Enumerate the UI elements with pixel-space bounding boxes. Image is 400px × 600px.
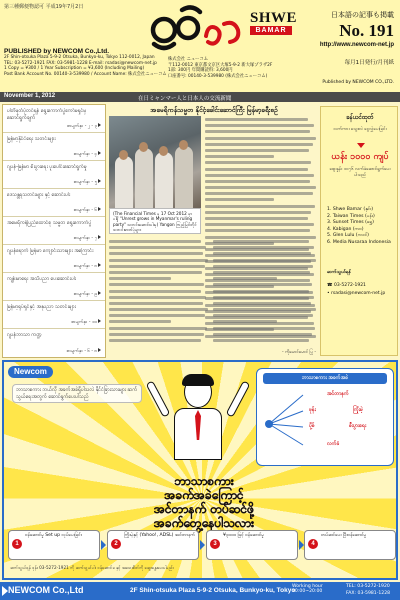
footer-hours	[292, 584, 323, 594]
ad-tagline: ဘာသာစကား ဘယ်လို အခက်အခဲရှိပါသလဲ နိုင်ငံခြားသားများ ဆက်သွယ်ရေးအတွက် ဆောင်ရွက်ပေးပါသည်	[12, 384, 142, 403]
ad-service-item: လက်ခံ	[327, 441, 340, 447]
toc-item[interactable]	[3, 105, 105, 133]
arrow-right-icon	[98, 319, 101, 323]
article-text-line	[213, 296, 314, 299]
shop-item: 4. Kabigan (ကဗ)	[327, 226, 364, 232]
publisher-line: 1 Copy = ¥300 / 1 Year Subscription = ¥3,600 (Including Mailing)	[4, 66, 145, 72]
article-text-line	[109, 314, 205, 317]
jp-company-line: 口座番号: 00140-3-539980 (株式会社ニューコム)	[168, 73, 268, 79]
footer-hours-label: Working hour	[292, 584, 323, 589]
arrow-right-icon	[98, 235, 101, 239]
toc-item[interactable]	[3, 133, 105, 161]
toc-item-title: ဂျပန်-မြန်မာ စီးပွားရေး ပူးပေါင်းဆောင်ရွက်မှု	[7, 164, 87, 170]
ad-steps	[8, 530, 396, 560]
toc-item-page	[67, 348, 101, 355]
article-text-line	[109, 265, 205, 268]
toc-item-title: အမေရိကန်ပြည်ထောင်စု သမ္မတ ရွေးကောက်ပွဲ	[7, 220, 92, 226]
arrow-right-icon	[200, 540, 205, 550]
toc-item-page	[74, 179, 101, 186]
arrow-right-icon	[98, 151, 101, 155]
contact-label: ဆက်သွယ်ရန်	[327, 270, 351, 275]
toc-page-label: စာမျက်နှာ - ၄	[73, 152, 97, 157]
arrow-right-icon	[98, 207, 101, 211]
article-text-line	[205, 205, 315, 208]
footer-hours-value: 10:00~20:00	[292, 589, 323, 594]
step-number-badge: 2	[111, 539, 121, 549]
article-text-line	[109, 290, 201, 293]
jp-company-block	[168, 57, 308, 79]
toc-page-label: စာမျက်နှာ - ၉	[73, 292, 97, 297]
article-text-line	[109, 333, 204, 336]
ad-headline-line: အခက်တွေ့နေပါသလား	[153, 516, 255, 530]
table-of-contents	[2, 104, 106, 358]
article-text-line	[213, 283, 312, 286]
article-text-line	[213, 327, 315, 330]
article-text-line	[205, 149, 309, 152]
ad-step-4	[304, 530, 396, 560]
article-text-line	[109, 259, 208, 262]
article-text-line	[205, 130, 310, 133]
toc-item-page	[67, 123, 101, 130]
ad-service-item: စီးပွားရေး	[349, 423, 367, 429]
article-text-line	[213, 302, 311, 305]
article-text-line	[205, 168, 308, 171]
article-text-line	[109, 283, 204, 286]
shop-item: 3. Sunset Times (ရွှေ)	[327, 220, 374, 226]
toc-page-label: စာမျက်နှာ - ၈	[73, 264, 97, 269]
shop-item: 1. Shwe Bamar (နှင်း)	[327, 207, 373, 212]
article-text-line	[213, 339, 309, 342]
article-text-line	[109, 302, 203, 305]
footer-bar	[0, 582, 400, 600]
article-text-line	[205, 217, 308, 220]
masthead	[0, 0, 400, 92]
footer-contact	[346, 584, 390, 597]
article-text-line	[213, 320, 277, 323]
toc-page-label: စာမျက်နှာ - ၅	[73, 180, 97, 185]
ad-step-3	[206, 530, 298, 560]
article-text-line	[213, 271, 310, 274]
article-text-line	[205, 174, 314, 177]
ad-service-item: ပို့စ်	[309, 423, 315, 429]
toc-item-title: ဂျပန်ဘာသာ ကဏ္ဍ	[7, 332, 42, 338]
toc-item[interactable]	[3, 329, 105, 357]
toc-item[interactable]	[3, 301, 105, 329]
article-text-line	[205, 192, 313, 195]
toc-page-label: စာမျက်နှာ - ၆ - ၈	[66, 349, 97, 354]
ad-services-heading: ဘာသာစကား အခက်အခဲ	[263, 373, 387, 384]
issue-date: November 1, 2012	[4, 93, 56, 99]
site-url-link[interactable]: http://www.newcom-net.jp	[319, 42, 394, 48]
article-body-bottom-right	[213, 240, 317, 345]
article-text-line	[205, 180, 310, 183]
arrow-right-icon	[98, 123, 101, 127]
service-branch-lines	[263, 389, 309, 459]
ad-service-item: အင်တာနက်	[327, 391, 349, 397]
shop-item: 6. Media Nusaraa Indonesia	[327, 239, 391, 245]
article-text-line	[109, 308, 208, 311]
publisher-line: TEL: 03-5272-1921 FAX: 03-5981-1228 E-mail: rsadasi@newcom-net.jp	[4, 60, 157, 66]
toc-item-page	[74, 207, 101, 214]
money-transfer-box	[320, 106, 398, 356]
article-text-line	[213, 259, 316, 262]
contact-phone: ☎ 03-5272-1921	[327, 283, 366, 288]
toc-page-label: စာမျက်နှာ - ၂ - ၃	[67, 124, 97, 129]
article-text-line	[205, 186, 316, 189]
jp-subtitle: 日本語の記事も掲載	[331, 11, 394, 19]
article-text-line	[205, 229, 310, 232]
logo-bamar: BAMAR	[250, 26, 292, 35]
footer-tel: TEL: 03-5272-1920	[346, 584, 390, 589]
toc-item-page	[74, 151, 101, 158]
date-bar	[0, 92, 400, 102]
article-body-bottom-left	[109, 240, 209, 345]
contact-email-link[interactable]: • rsadasi@newcom-net.jp	[327, 291, 386, 296]
toc-item-title: ပါတီမှတ်ပုံတင်ရန် ရွေးကောက်ပွဲကော်မရှင်မှ ဆောင်ရွက်ချက်	[7, 108, 87, 121]
toc-item-title: ဒေသန္တရသတင်းများ နှင့် ဆောင်းပါး	[7, 192, 71, 198]
article-text-line	[205, 137, 316, 140]
exchange-subtitle: လက်ကား သွေးလဲ ငွေလွှဲပေးခြင်း	[333, 127, 387, 132]
publisher-line: 2F Shin-otsuka Plaza 5-9-2 Otsuka, Bunkyo-ku, Tokyo 112-0012, Japan	[4, 55, 155, 60]
date-bar-tagline: 在日ミャンマー人と日本人の交流新聞	[138, 95, 232, 102]
issue-number: No. 191	[339, 21, 394, 40]
toc-item-title: မြန်မာ့နိုင်ငံရေး သတင်းများ	[7, 136, 56, 142]
main-headline: အမေရိကန်သမ္မတ နိုင်ငံ့ခေါင်းဆောင်ကြီး မြန်မာ့ခရီးစဉ်	[150, 106, 278, 114]
news-photo	[109, 116, 201, 208]
jp-company-line: 株式会社 ニューコム	[168, 57, 209, 62]
article-text-line	[213, 277, 277, 280]
ad-headline-line: အခက်အခဲကြောင့်	[164, 488, 244, 502]
article-text-line	[109, 327, 207, 330]
article-text-line	[205, 124, 314, 127]
article-text-line	[109, 246, 206, 249]
published-by: PUBLISHED by NEWCOM Co.,Ltd.	[4, 48, 110, 55]
ad-step-1	[8, 530, 100, 560]
article-text-line	[109, 339, 201, 342]
toc-item-title: ဂျပန်ရောက် မြန်မာ ကျောင်းသားများ အကြောင်း	[7, 248, 94, 254]
article-text-line	[109, 252, 203, 255]
toc-item-page	[71, 319, 101, 326]
article-text-line	[205, 161, 311, 164]
step-text: တပ်ဆင်ပေး ပြီးဝန်ဆောင်မှု	[321, 533, 367, 538]
article-text-line	[205, 143, 313, 146]
step-number-badge: 4	[308, 539, 318, 549]
article-text-line	[213, 314, 313, 317]
step-text: ¥၃၀၀၀ ဖြင့် ဝန်ဆောင်မှု	[223, 533, 264, 538]
article-text-line	[205, 211, 311, 214]
article-text-line	[205, 236, 316, 239]
registration-note: 第三種郵便物認可 平成19年7月2日	[4, 4, 84, 10]
footer-address: 2F Shin-otsuka Plaza 5-9-2 Otsuka, Bunkyo-ku, Tokyo	[130, 587, 296, 594]
step-text: ဝန်ဆောင်မှု Set up လုပ်ပေးခြင်း	[25, 533, 82, 538]
article-text-line	[109, 320, 171, 323]
jp-company-line: 〒112-0012 東京都文京区大塚5-9-2 新大塚プラザ2F	[168, 62, 273, 68]
article-byline: - ကိုမောင်မောင် ပြု -	[282, 350, 316, 355]
shwe-bamar-burmese-logo	[148, 4, 244, 54]
toc-item[interactable]	[3, 161, 105, 189]
ad-step-2	[107, 530, 199, 560]
article-text-line	[213, 333, 312, 336]
article-text-line	[205, 198, 274, 201]
article-text-line	[213, 265, 313, 268]
shop-list	[327, 207, 395, 247]
ad-headline-line: ဘာသာစကား	[174, 474, 234, 488]
article-text-line	[205, 155, 274, 158]
arrow-right-icon	[98, 348, 101, 352]
arrow-right-icon	[101, 540, 106, 550]
ad-headline	[94, 474, 314, 530]
monthly-note: 毎月1日発行/月刊紙	[344, 60, 394, 66]
ad-service-item: ကြိုးမဲ့	[353, 407, 363, 413]
arrow-right-icon	[98, 263, 101, 267]
internet-service-ad	[2, 360, 398, 580]
masthead-publisher-logo: Published by NEWCOM CO.,LTD.	[322, 80, 394, 85]
arrow-right-icon	[98, 179, 101, 183]
toc-item-title: ကျန်းမာရေး အသိပညာ ပေးဆောင်းပါး	[7, 276, 76, 282]
article-text-line	[213, 252, 311, 255]
article-text-line	[109, 240, 201, 243]
toc-item-title: မြန်မာ့ရုပ်ရှင်နှင့် အနုပညာ သတင်းများ	[7, 304, 76, 310]
logo-shwe: SHWE	[250, 10, 298, 26]
ad-footnote: ဆက်သွယ်ရန် ဖုန်း 03-5272-1921 ကို ဆက်သွယ်ပါ။ ဝန်ဆောင်ခ နှင့် အသေးစိတ်ကို ဆွေးနွေးပေးပါမည်။	[10, 565, 175, 570]
article-text-line	[213, 308, 316, 311]
article-text-line	[109, 277, 171, 280]
photo-caption	[109, 208, 201, 234]
exchange-rate: ယန်း ၁၀၀၀ ကျပ်	[331, 152, 389, 162]
ad-services-panel	[256, 368, 394, 466]
toc-item-page	[74, 291, 101, 298]
jp-company-line: 1部: 300円 年間購読料: 3,600円	[168, 68, 233, 74]
article-text-line	[205, 118, 308, 121]
toc-item[interactable]	[3, 189, 105, 217]
footer-logo: NEWCOM Co.,Ltd	[8, 585, 84, 595]
toc-item-page	[74, 235, 101, 242]
toc-item[interactable]	[3, 273, 105, 301]
photo-caption-text: (The Financial Times မှ 17 Oct 2012 မှာပါရှိ "Unrest grows in Myanmar's ruling party" သတင်းဆောင်းပါးမှ) Yangon ကြည့်မြင်တိုင် သတင်းဓာတ်ပုံများ	[113, 211, 197, 233]
chevron-down-icon	[357, 143, 365, 148]
ad-service-item: ဖုန်း	[309, 407, 316, 413]
toc-item-page	[74, 263, 101, 270]
toc-item[interactable]	[3, 245, 105, 273]
publisher-block	[4, 48, 167, 77]
article-text-line	[109, 296, 206, 299]
toc-item[interactable]	[3, 217, 105, 245]
publisher-line: Post Bank Account No. 00140-3-539980 / Account Name: 株式会社ニューコム	[4, 71, 167, 77]
ad-brand-badge: Newcom	[8, 366, 53, 378]
article-text-line	[213, 240, 309, 243]
ad-headline-line: အင်တာနက် တပ်ဆင်ဖို့	[153, 502, 255, 516]
shop-item: 5. Glen Lulu (ဂလင်)	[327, 233, 369, 239]
cheering-man-illustration	[148, 372, 248, 482]
step-number-badge: 1	[12, 539, 22, 549]
footer-fax: FAX: 03-5981-1228	[346, 590, 391, 596]
toc-page-label: စာမျက်နှာ - ၁၀	[71, 320, 97, 325]
article-text-line	[205, 223, 314, 226]
toc-page-label: စာမျက်နှာ - ၇	[73, 236, 97, 241]
step-text: ကြိုးမဲ့နှင့် (Yahoo!, ADSL) အင်တာနက်	[124, 533, 195, 538]
arrow-right-icon	[98, 291, 101, 295]
exchange-title: ခန်ယင်ထုတ်	[346, 114, 374, 121]
toc-page-label: စာမျက်နှာ - ၆	[73, 208, 97, 213]
shop-item: 2. Taiwan Times (ပန်း)	[327, 213, 375, 219]
article-text-line	[213, 290, 309, 293]
article-text-line	[109, 271, 202, 274]
step-number-badge: 3	[210, 539, 220, 549]
article-text-line	[213, 246, 314, 249]
exchange-rate-note: ဈေးနှုန်း ၁၀၇၆ လက်ခံဆောင်ရွက်ပေးပါသည်	[329, 167, 391, 178]
